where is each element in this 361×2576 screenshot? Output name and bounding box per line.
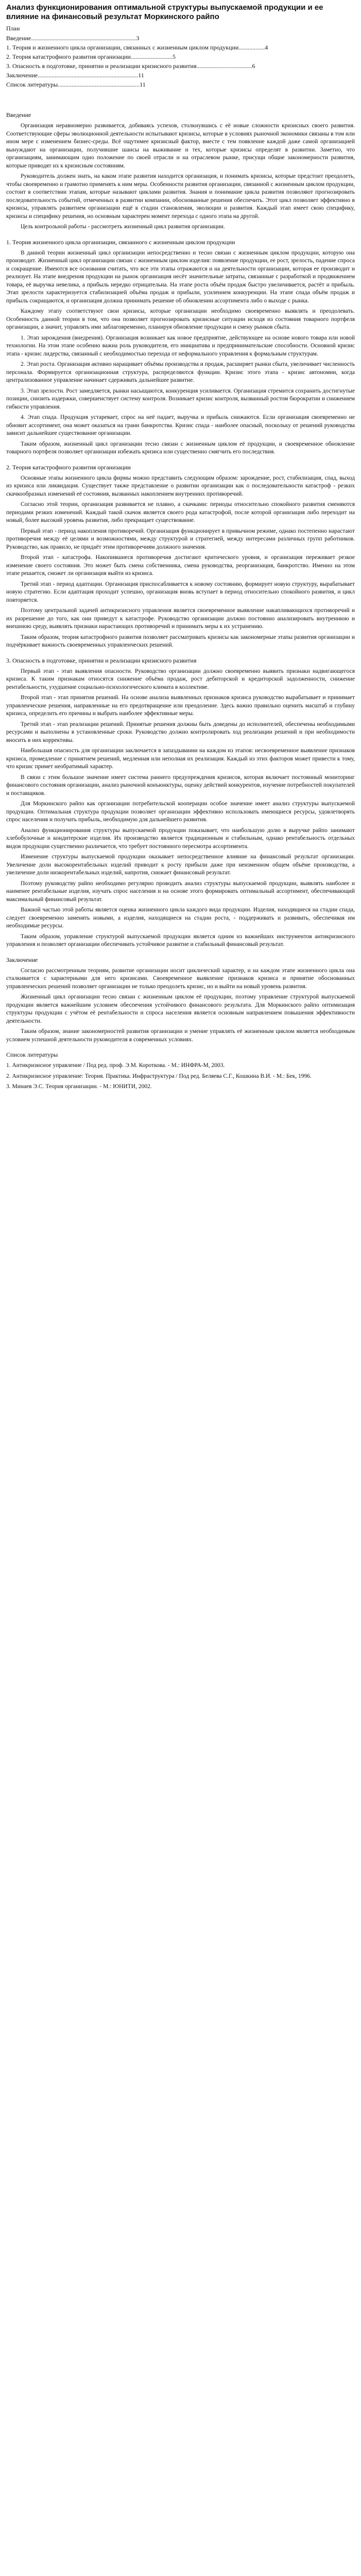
page-footer [6, 1094, 355, 1098]
section-heading: Введение [6, 111, 31, 118]
paragraph: Третий этап - этап реализации решений. Принятые решения должны быть доведены до исполнителей, обеспечены необходимыми ресурсами и выполнены в установленные сроки. Руководство должно контролировать ход реализации решений и при необходимости вносить в них коррективы. [6, 721, 355, 743]
paragraph: 3. Этап зрелости. Рост замедляется, рынки насыщаются, конкуренция усиливается. Организация стремится сохранить достигнутые позиции, снизить издержки, совершенствует систему контроля. Возникает кризис контроля, вызванный ростом бюрократии и снижением гибкости управления. [6, 387, 355, 410]
document-title: Анализ функционирования оптимальной структуры выпускаемой продукции и ее влияние на финансовый результат Моркинского райпо [6, 3, 323, 21]
references-heading: Список литературы [6, 1051, 58, 1058]
paragraph: 4. Этап спада. Продукция устаревает, спрос на неё падает, выручка и прибыль снижаются. Если организация своевременно не обновит ассортимент, она может оказаться на грани банкротства. Кризис спада - наиболее опасный, поскольку от решений руководства зависит дальнейшее существование организации. [6, 414, 355, 436]
paragraph: Руководитель должен знать, на каком этапе развития находится организация, и понимать кризисы, которые предстоит преодолеть, чтобы своевременно и грамотно применять к ним меры. Особенности развития организации, связанной с жизненным циклом продукции, состоит в соответствии этапам, которые называют циклами развития. Знания и понимание цикла развития позволяют прогнозировать последовательность событий, отмеченных в развитии компании, обоснованные решения обеспечить. Этот цикл позволяет эффективно в кризисы, управлять развитием организации ещё в стадии становления, эволюции и развития. Каждый этап имеет свою специфику, кризисы и специфику решения, но основным характерен момент перехода с одного этапа на другой. [6, 173, 355, 219]
table-of-contents [6, 35, 355, 89]
document-section [6, 464, 355, 650]
document-page [0, 0, 361, 1103]
toc-line: Введение....................................................................3 [6, 35, 140, 42]
paragraph: 2. Этап роста. Организация активно наращивает объёмы производства и продаж, расширяет рынки сбыта, увеличивает численность персонала. Формируется организационная структура, распределяются функции. Кризис этого этапа - кризис автономии, когда централизованное управление начинает сдерживать дальнейшее развитие. [6, 361, 355, 383]
paragraph: Наибольшая опасность для организации заключается в запаздывании на каждом из этапов: несвоевременное выявление признаков кризиса, промедление с принятием решений, медленная или неполная их реализация. Каждый из этих факторов может привести к тому, что кризис примет необратимый характер. [6, 748, 355, 770]
section-heading: Заключение [6, 956, 38, 963]
paragraph: Таким образом, знание закономерностей развития организации и умение управлять её жизненным циклом является необходимым условием успешной деятельности руководителя в современных условиях. [6, 1028, 355, 1043]
paragraph: Таким образом, жизненный цикл организации тесно связан с жизненным циклом её продукции, и своевременное обновление товарного портфеля позволяет организации избежать кризиса или существенно смягчить его последствия. [6, 440, 355, 455]
paragraph: Организация неравномерно развивается, добиваясь успехов, столкнувшись с её новые сложности кризисных своего развития. Соответствующие сферы эволюционной деятельности испытывают кризисы, которые в условиях рыночной экономики связаны в том или ином мере с изменением бизнес-среды. Всё ощутимее кризисный фактор, вместе с тем появление каждой даже самой организацией вынуждают на организации, получившие шансы на выживание и тех, которые кризисы определят в развитии. Заметно, что организациям, занимающим одно положение по своей отрасли и на отраслевом рынке, присущи общие закономерности развития, которые приводят их к кризисным состояниям. [6, 123, 355, 169]
paragraph: В связи с этим большое значение имеет система раннего предупреждения кризисов, которая включает постоянный мониторинг финансового состояния организации, анализ рыночной конъюнктуры, оценку действий конкурентов, изучение потребностей покупателей и поставщиков. [6, 774, 355, 796]
paragraph: Таким образом, управление структурой выпускаемой продукции является одним из важнейших инструментов антикризисного управления и позволяет организации обеспечивать устойчивое развитие и стабильный финансовый результат. [6, 933, 355, 947]
paragraph: Важной частью этой работы является оценка жизненного цикла каждого вида продукции. Изделия, находящиеся на стадии спада, следует своевременно заменять новыми, а изделия, находящиеся на стадии роста, - поддерживать и развивать, обеспечивая им необходимые ресурсы. [6, 907, 355, 929]
document-section [6, 956, 355, 1044]
paragraph: 1. Этап зарождения (внедрения). Организация возникает как новое предприятие, действующее на основе нового товара или новой технологии. На этом этапе особенно важна роль руководителя, его инициатива и предпринимательские способности. Основной кризис этапа - кризис лидерства, связанный с необходимостью перехода от неформального управления к формальным структурам. [6, 334, 355, 357]
paragraph: Изменение структуры выпускаемой продукции оказывает непосредственное влияние на финансовый результат организации. Увеличение доли высокорентабельных изделий приводит к росту прибыли даже при неизменном общем объёме производства, а увеличение доли низкорентабельных изделий, напротив, снижает финансовый результат. [6, 854, 355, 876]
section-heading: 1. Теория жизненного цикла организации, связанного с жизненным циклом продукции [6, 238, 235, 246]
paragraph: Жизненный цикл организации тесно связан с жизненным циклом её продукции, поэтому управление структурой выпускаемой продукции является важнейшим условием обеспечения устойчивого финансового результата. Для Моркинского райпо оптимизация структуры продукции с учётом её рентабельности и спроса населения является основным направлением повышения эффективности деятельности. [6, 994, 355, 1024]
toc-line: 1. Теория и жизненного цикла организации, связанных с жизненным циклом продукции.................4 [6, 44, 268, 51]
section-heading: 3. Опасность в подготовке, принятии и реализации кризисного развития [6, 656, 197, 664]
paragraph: Анализ функционирования структуры выпускаемой продукции показывает, что наибольшую долю в выручке райпо занимают хлебобулочные и кондитерские изделия. Их производство является традиционным и стабильным, однако рентабельность отдельных видов продукции существенно различается, что требует постоянного пересмотра ассортимента. [6, 827, 355, 850]
reference-item: 3. Минаев Э.С. Теория организации. - М.: ЮНИТИ, 2002. [6, 1083, 152, 1090]
paragraph: Первый этап - этап выявления опасности. Руководство организации должно своевременно выявить признаки надвигающегося кризиса. К таким признакам относятся снижение объёма продаж, рост дебиторской и кредиторской задолженности, снижение рентабельности, ухудшение социально-психологического климата в коллективе. [6, 668, 355, 690]
paragraph: Поэтому руководству райпо необходимо регулярно проводить анализ структуры выпускаемой продукции, выявлять наиболее и наименее рентабельные изделия, изучать спрос населения и на основе этого формировать оптимальный ассортимент, обеспечивающий максимальный финансовый результат. [6, 880, 355, 903]
document-section [6, 657, 355, 949]
paragraph: Каждому этапу соответствуют свои кризисы, которые организации необходимо своевременно выявлять и преодолевать. Особенность данной теории в том, что она позволяет прогнозировать кризисные ситуации исходя из состояния товарного портфеля организации, а значит, управлять ими заблаговременно, планируя обновление продукции и смену рынков сбыта. [6, 308, 355, 330]
paragraph: Основные этапы жизненного цикла фирмы можно представить следующим образом: зарождение, рост, стабилизация, спад, выход из кризиса или ликвидация. Существует также представление о развитии организации как о последовательности катастроф - резких скачкообразных изменений её состояния, вызванных накоплением внутренних противоречий. [6, 474, 355, 497]
paragraph: Таким образом, теория катастрофного развития позволяет рассматривать кризисы как закономерные этапы развития организации и подчёркивает важность своевременных управленческих решений. [6, 634, 355, 648]
paragraph: Согласно рассмотренным теориям, развитие организации носит циклический характер, и на каждом этапе жизненного цикла она сталкивается с характерными для него кризисами. Своевременное выявление признаков кризиса и принятие обоснованных управленческих решений позволяет организации не только преодолеть кризис, но и выйти на новый уровень развития. [6, 967, 355, 990]
paragraph: Первый этап - период накопления противоречий. Организация функционирует в привычном режиме, однако постепенно нарастают противоречия между её целями и возможностями, между структурой и стратегией, между интересами различных групп работников. Руководство, как правило, не придаёт этим противоречиям должного значения. [6, 528, 355, 550]
toc-line: Заключение.................................................................11 [6, 72, 144, 79]
reference-item: 2. Антикризисное управление: Теория. Практика. Инфраструктура / Под ред. Беляева С.Г., Кошкина В.И. - М.: Бек, 1996. [6, 1073, 312, 1079]
spacer [6, 98, 355, 105]
toc-line: Список литературы.....................................................11 [6, 81, 146, 88]
document-section [6, 239, 355, 456]
paragraph: Второй этап - этап принятия решений. На основе анализа выявленных признаков кризиса руководство вырабатывает и принимает управленческие решения, направленные на его предотвращение или преодоление. Здесь важно правильно оценить масштаб и глубину кризиса, определить его причины и выбрать наиболее эффективные меры. [6, 694, 355, 717]
document-body [6, 111, 355, 1044]
document-section [6, 111, 355, 231]
paragraph: Согласно этой теории, организация развивается не плавно, а скачками: периоды относительно спокойного развития сменяются периодами резких изменений. Каждый такой скачок является своего рода катастрофой, после которой организация либо переходит на новый, более высокий уровень развития, либо прекращает существование. [6, 501, 355, 523]
paragraph: Поэтому центральной задачей антикризисного управления является своевременное выявление накапливающихся противоречий и их разрешение до того, как они приведут к катастрофе. Руководство организации должно постоянно анализировать внутреннюю и внешнюю среду, выявлять признаки нарастающих противоречий и принимать меры к их устранению. [6, 607, 355, 630]
section-heading: 2. Теория катастрофного развития организации [6, 463, 131, 471]
plan-label: План [6, 25, 20, 32]
paragraph: В данной теории жизненный цикл организации непосредственно и тесно связан с жизненным циклом продукции, которую она производит. Жизненный цикл организации связан с жизненным циклом изделия: появление продукции, ее рост, зрелость, падение спроса и сокращение. Имеются все основания считать, что все эти этапы отражаются и на деятельности организации, которая ее производит и реализует. На этапе внедрения продукции на рынок организация несёт значительные затраты, связанные с разработкой и продвижением товара, её выручка невелика, а прибыль нередко отрицательна. На этапе роста объём продаж быстро увеличивается, растёт и прибыль. Этап зрелости характеризуется стабилизацией объёма продаж и прибыли, усилением конкуренции. На этапе спада объём продаж и прибыль сокращаются, и организация должна принимать решение об обновлении ассортимента либо о выходе с рынка. [6, 249, 355, 304]
toc-line: 2. Теория катастрофного развития организации...........................5 [6, 53, 176, 60]
paragraph: Третий этап - период адаптации. Организация приспосабливается к новому состоянию, формирует новую структуру, вырабатывает новую стратегию. Если адаптация проходит успешно, организация вновь вступает в период относительно спокойного развития, и цикл повторяется. [6, 581, 355, 603]
paragraph: Для Моркинского райпо как организации потребительской кооперации особое значение имеет анализ структуры выпускаемой продукции. Оптимальная структура продукции позволяет организации эффективно использовать имеющиеся ресурсы, удовлетворять спрос населения и получать прибыль, необходимую для дальнейшего развития. [6, 801, 355, 823]
references-section [6, 1051, 355, 1091]
toc-line: 3. Опасность в подготовке, принятии и реализации кризисного развития....................................6 [6, 62, 255, 70]
paragraph: Второй этап - катастрофа. Накопившиеся противоречия достигают критического уровня, и организация переживает резкое изменение своего состояния. Это может быть смена собственника, смена руководства, реорганизация, банкротство. Именно на этом этапе решается, сможет ли организация выйти из кризиса. [6, 554, 355, 577]
reference-item: 1. Антикризисное управление / Под ред. проф. Э.М. Короткова. - М.: ИНФРА-М, 2003. [6, 1062, 225, 1069]
paragraph: Цель контрольной работы - рассмотреть жизненный цикл развития организации. [21, 224, 225, 230]
